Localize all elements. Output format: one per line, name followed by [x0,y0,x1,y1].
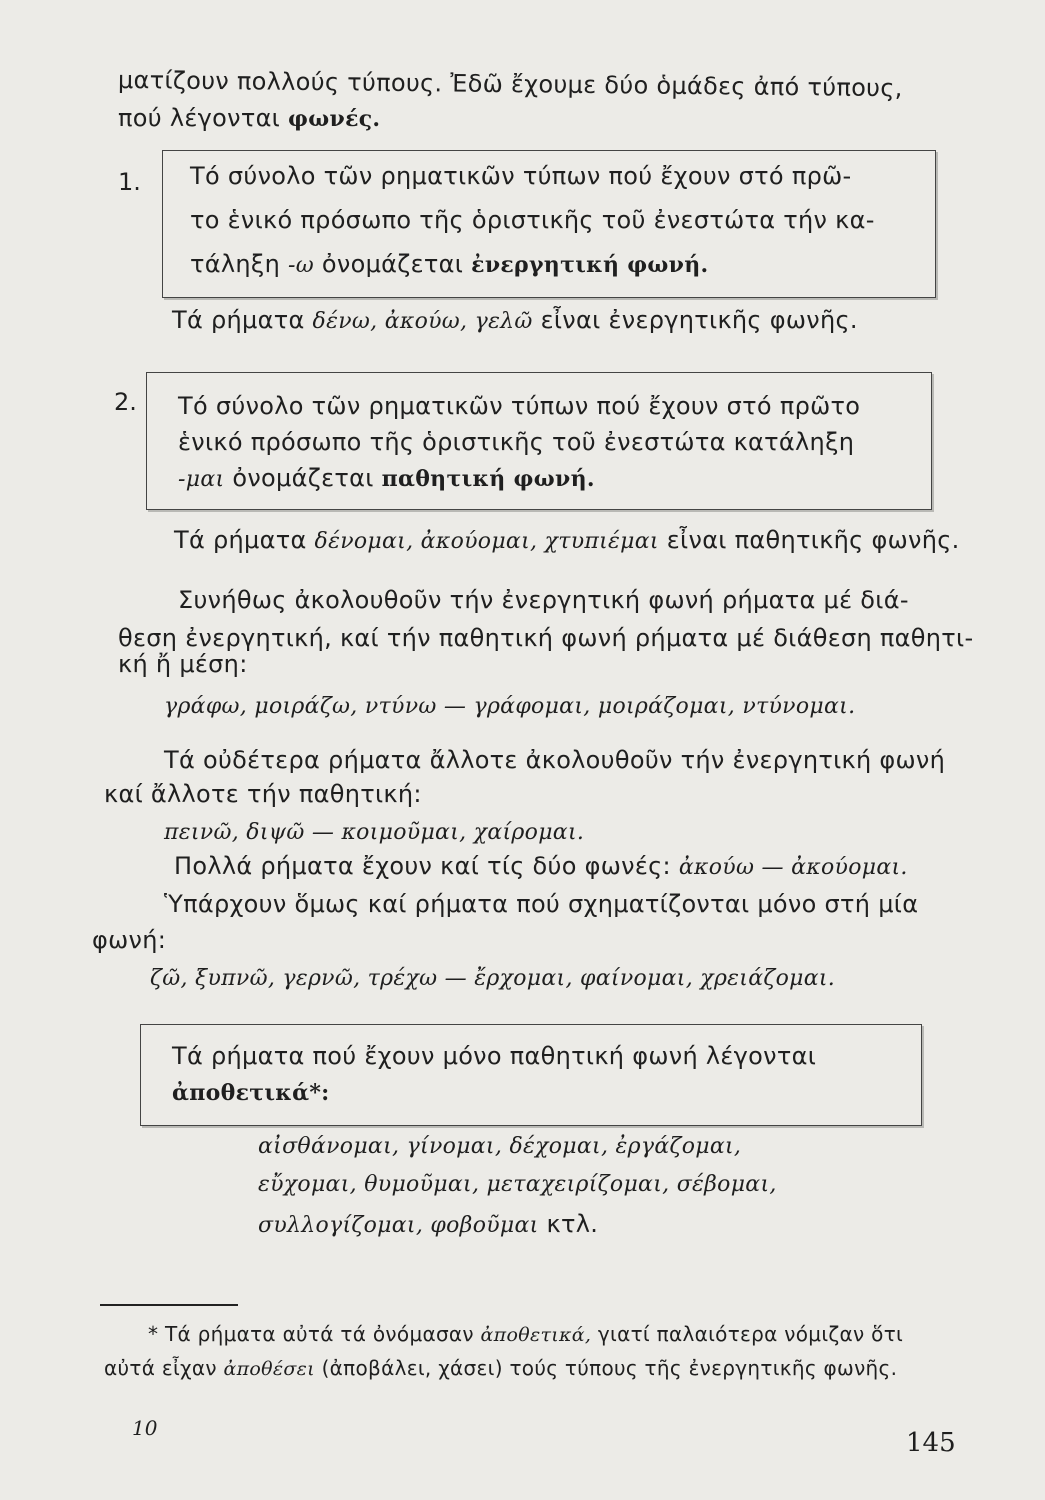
deponents-line-2: εὔχομαι, θυμοῦμαι, μεταχειρίζομαι, σέβομαι, [258,1172,777,1197]
para1-examples: γράφω, μοιράζω, ντύνω — γράφομαι, μοιράζομαι, ντύνομαι. [164,694,856,719]
signature-mark: 10 [132,1416,158,1440]
box2-number: 2. [114,388,137,416]
para4-line-2: φωνή: [92,926,167,954]
example-active-voice: Τά ρήματα δένω, ἀκούω, γελῶ εἶναι ἐνεργητικῆς φωνῆς. [172,306,858,334]
footnote-line-2: αὐτά εἶχαν ἀποθέσει (ἀποβάλει, χάσει) τούς τύπους τῆς ἐνεργητικῆς φωνῆς. [104,1356,898,1380]
term-deponent: ἀποθετικά*: [172,1080,330,1106]
footnote-line-1: * Τά ρήματα αὐτά τά ὀνόμασαν ἀποθετικά, γιατί παλαιότερα νόμιζαν ὅτι [148,1322,904,1346]
footnote-rule [100,1304,238,1306]
para2-examples: πεινῶ, διψῶ — κοιμοῦμαι, χαίρομαι. [164,820,585,845]
deponents-line-1: αἰσθάνομαι, γίνομαι, δέχομαι, ἐργάζομαι, [258,1134,742,1159]
box2-line-3: -μαι ὀνομάζεται παθητική φωνή. [178,464,595,492]
box1-number: 1. [118,168,141,196]
box1-line-1: Τό σύνολο τῶν ρηματικῶν τύπων πού ἔχουν στό πρῶ- [190,162,852,190]
term-voices: φωνές. [288,106,381,132]
para2-line-1: Τά οὐδέτερα ρήματα ἄλλοτε ἀκολουθοῦν τήν ἐνεργητική φωνή [164,746,946,774]
term-active-voice: ἐνεργητική φωνή. [471,252,709,278]
para4-examples: ζῶ, ξυπνῶ, γερνῶ, τρέχω — ἔρχομαι, φαίνομαι, χρειάζομαι. [150,966,836,991]
para1-line-2: θεση ἐνεργητική, καί τήν παθητική φωνή ρήματα μέ διάθεση παθητι- [118,624,974,652]
box1-line-2: το ἑνικό πρόσωπο τῆς ὁριστικῆς τοῦ ἐνεστώτα τήν κα- [190,206,875,234]
para1-line-3: κή ἤ μέση: [118,650,248,678]
box1-line-3: τάληξη -ω ὀνομάζεται ἐνεργητική φωνή. [190,250,709,278]
intro-line-1: ματίζουν πολλούς τύπους. Ἐδῶ ἔχουμε δύο ὁμάδες ἀπό τύπους, [117,66,903,103]
para3: Πολλά ρήματα ἔχουν καί τίς δύο φωνές: ἀκούω — ἀκούομαι. [174,852,908,880]
deponents-line-3: συλλογίζομαι, φοβοῦμαι κτλ. [258,1210,599,1238]
definition-box-deponent [140,1024,922,1126]
box2-line-2: ἑνικό πρόσωπο τῆς ὁριστικῆς τοῦ ἐνεστώτα κατάληξη [178,428,855,456]
para2-line-2: καί ἄλλοτε τήν παθητική: [104,780,422,808]
box3-line-1: Τά ρήματα πού ἔχουν μόνο παθητική φωνή λέγονται [172,1042,817,1070]
example-passive-voice: Τά ρήματα δένομαι, ἀκούομαι, χτυπιέμαι εἶναι παθητικῆς φωνῆς. [174,526,960,554]
box2-line-1: Τό σύνολο τῶν ρηματικῶν τύπων πού ἔχουν στό πρῶτο [178,392,861,420]
term-passive-voice: παθητική φωνή. [381,466,595,492]
page-number: 145 [906,1428,956,1458]
para1-line-1: Συνήθως ἀκολουθοῦν τήν ἐνεργητική φωνή ρήματα μέ διά- [178,586,909,614]
para4-line-1: Ὑπάρχουν ὅμως καί ρήματα πού σχηματίζονται μόνο στή μία [164,890,919,918]
intro-line-2: πού λέγονται φωνές. [118,104,381,132]
